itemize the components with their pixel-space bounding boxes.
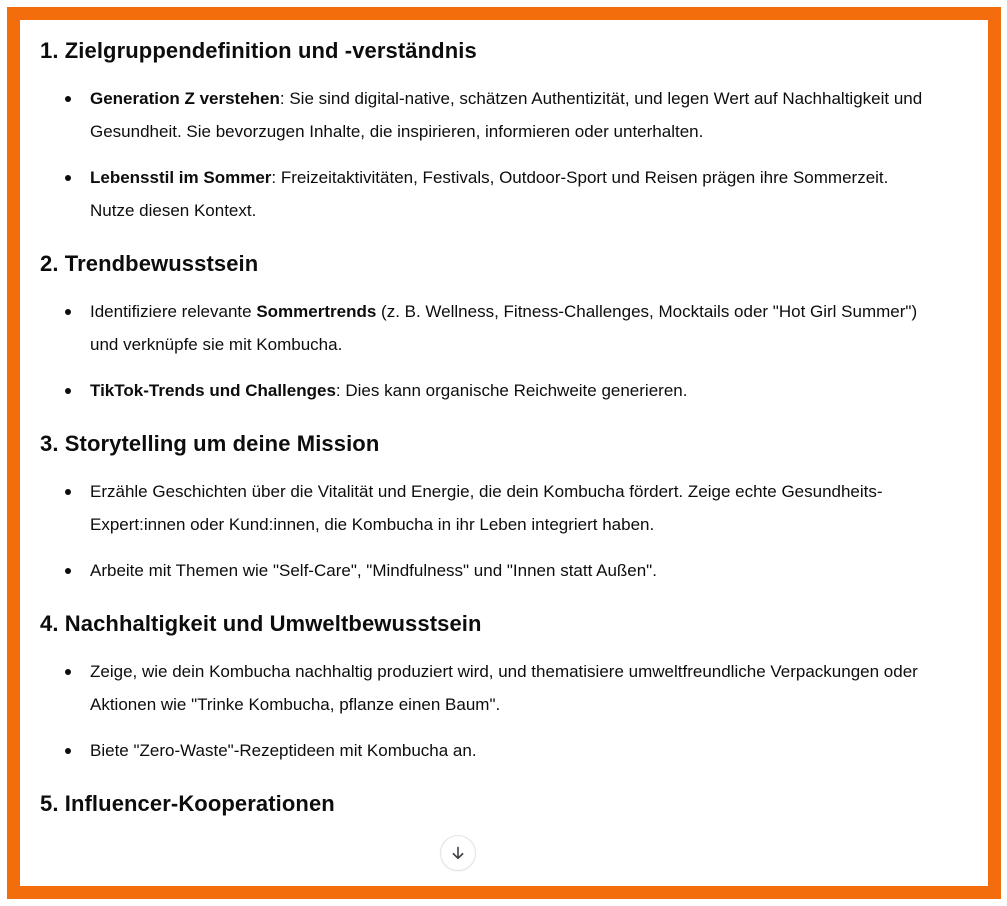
document-section (40, 431, 931, 587)
section-heading: 2. Trendbewusstsein (40, 251, 259, 276)
scroll-to-bottom-button[interactable] (440, 835, 476, 871)
bullet-item (40, 82, 931, 148)
text-segment: TikTok-Trends und Challenges (90, 381, 336, 400)
bullet-item (40, 655, 931, 721)
text-segment: (z. B. Wellness, Fitness-Challenges, Mocktails oder "Hot Girl Summer") und verknüpfe sie mit Kombucha. (90, 302, 918, 354)
text-segment: : Dies kann organische Reichweite generieren. (335, 381, 688, 400)
text-segment: : Freizeitaktivitäten, Festivals, Outdoor-Sport und Reisen prägen ihre Sommerzeit. Nutze diesen Kontext. (90, 168, 889, 220)
bullet-item (40, 374, 931, 407)
section-heading: 1. Zielgruppendefinition und -verständnis (40, 38, 477, 63)
down-arrow-icon (449, 844, 467, 862)
document-section (40, 791, 931, 817)
text-segment: Arbeite mit Themen wie "Self-Care", "Mindfulness" und "Innen statt Außen". (90, 561, 657, 580)
bullet-list (40, 655, 931, 767)
orange-frame (7, 7, 1001, 899)
bullet-item (40, 734, 931, 767)
bullet-marker (65, 175, 71, 181)
bullet-item (40, 295, 931, 361)
text-segment: Generation Z verstehen (90, 89, 280, 108)
bullet-marker (65, 748, 71, 754)
text-segment: Sommertrends (256, 302, 377, 321)
sections-container (40, 38, 931, 817)
text-segment: : Sie sind digital-native, schätzen Authentizität, und legen Wert auf Nachhaltigkeit und Gesundheit. Sie bevorzugen Inhalte, die inspirieren, informieren oder unterhalten. (90, 89, 923, 141)
bullet-item (40, 554, 931, 587)
bullet-list (40, 82, 931, 227)
text-segment: Biete "Zero-Waste"-Rezeptideen mit Kombucha an. (90, 741, 477, 760)
bullet-marker (65, 669, 71, 675)
text-segment: Identifiziere relevante (90, 302, 257, 321)
bullet-item (40, 161, 931, 227)
document-section (40, 251, 931, 407)
section-heading: 3. Storytelling um deine Mission (40, 431, 380, 456)
assistant-response-document (20, 20, 988, 817)
bullet-marker (65, 489, 71, 495)
document-section (40, 611, 931, 767)
section-heading: 4. Nachhaltigkeit und Umweltbewusstsein (40, 611, 482, 636)
bullet-marker (65, 96, 71, 102)
bullet-list (40, 475, 931, 587)
text-segment: Lebensstil im Sommer (90, 168, 272, 187)
text-segment: Erzähle Geschichten über die Vitalität und Energie, die dein Kombucha fördert. Zeige echte Gesundheits-Expert:innen oder Kund:innen, die Kombucha in ihr Leben integriert haben. (90, 482, 883, 534)
bullet-list (40, 295, 931, 407)
bullet-item (40, 475, 931, 541)
bullet-marker (65, 309, 71, 315)
text-segment: Zeige, wie dein Kombucha nachhaltig produziert wird, und thematisiere umweltfreundliche Verpackungen oder Aktionen wie "Trinke Kombucha, pflanze einen Baum". (90, 662, 918, 714)
section-heading: 5. Influencer-Kooperationen (40, 791, 335, 816)
bullet-marker (65, 568, 71, 574)
document-section (40, 38, 931, 227)
bullet-marker (65, 388, 71, 394)
